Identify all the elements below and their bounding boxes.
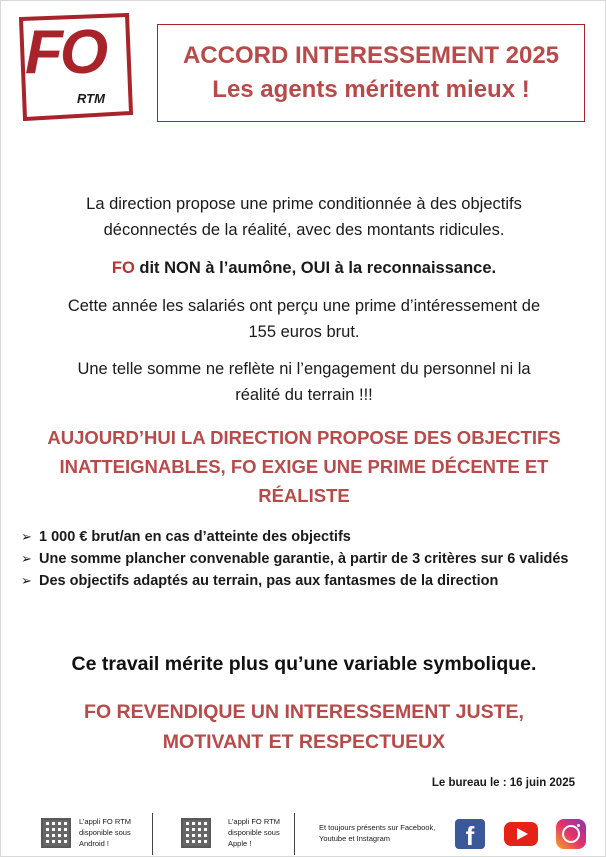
demand-line-1: FO REVENDIQUE UN INTERESSEMENT JUSTE, — [84, 701, 524, 723]
engagement-paragraph — [21, 356, 587, 408]
demands-list — [21, 526, 581, 592]
apple-caption: L’appli FO RTM disponible sous Apple ! — [228, 817, 280, 848]
instagram-icon[interactable] — [556, 819, 586, 849]
prime-line-2: 155 euros brut. — [248, 323, 360, 341]
engagement-line-2: réalité du terrain !!! — [235, 386, 373, 404]
list-item: ➢ Une somme plancher convenable garantie, à partir de 3 critères sur 6 validés — [21, 548, 581, 570]
prime-paragraph — [21, 293, 587, 345]
title-line-1: ACCORD INTERESSEMENT 2025 — [182, 42, 560, 69]
arrow-bullet-icon: ➢ — [21, 529, 32, 544]
list-item: ➢ Des objectifs adaptés au terrain, pas aux fantasmes de la direction — [21, 570, 581, 592]
list-item: ➢ 1 000 € brut/an en cas d’atteinte des objectifs — [21, 526, 581, 548]
title-line-2: Les agents méritent mieux ! — [212, 76, 530, 103]
headline-line-2: INATTEIGNABLES, FO EXIGE UNE PRIME DÉCENTE ET — [59, 456, 549, 477]
youtube-icon[interactable] — [504, 822, 538, 846]
footer — [41, 813, 591, 855]
footer-divider — [152, 813, 153, 855]
arrow-bullet-icon: ➢ — [21, 573, 32, 588]
android-qr-code[interactable] — [41, 818, 71, 848]
demand-statement — [21, 697, 587, 757]
footer-divider — [294, 813, 295, 855]
demand-line-2: MOTIVANT ET RESPECTUEUX — [162, 731, 446, 753]
logo-rtm-text: RTM — [77, 91, 105, 106]
headline — [21, 423, 587, 510]
facebook-icon[interactable]: f — [455, 819, 485, 849]
intro-line-2: déconnectés de la réalité, avec des montants ridicules. — [103, 221, 505, 239]
intro-paragraph — [21, 191, 587, 243]
intro-line-1: La direction propose une prime conditionnée à des objectifs — [86, 195, 522, 213]
date-signature: Le bureau le : 16 juin 2025 — [431, 777, 575, 789]
closing-statement: Ce travail mérite plus qu’une variable symbolique. — [71, 653, 537, 675]
slogan-text: dit NON à l’aumône, OUI à la reconnaissance. — [134, 259, 497, 277]
headline-line-1: AUJOURD’HUI LA DIRECTION PROPOSE DES OBJECTIFS — [47, 427, 561, 448]
arrow-bullet-icon: ➢ — [21, 551, 32, 566]
slogan-fo: FO — [111, 259, 135, 277]
prime-line-1: Cette année les salariés ont perçu une prime d’intéressement de — [67, 297, 541, 315]
title-box — [157, 24, 585, 122]
android-caption: L’appli FO RTM disponible sous Android ! — [79, 817, 131, 848]
apple-qr-code[interactable] — [181, 818, 211, 848]
headline-line-3: RÉALISTE — [258, 485, 350, 506]
logo-fo-text: FO — [25, 18, 106, 87]
fo-rtm-logo — [15, 13, 133, 121]
slogan — [21, 255, 587, 281]
social-caption: Et toujours présents sur Facebook, Youtube et Instagram — [319, 823, 436, 843]
engagement-line-1: Une telle somme ne reflète ni l’engagement du personnel ni la — [77, 360, 531, 378]
